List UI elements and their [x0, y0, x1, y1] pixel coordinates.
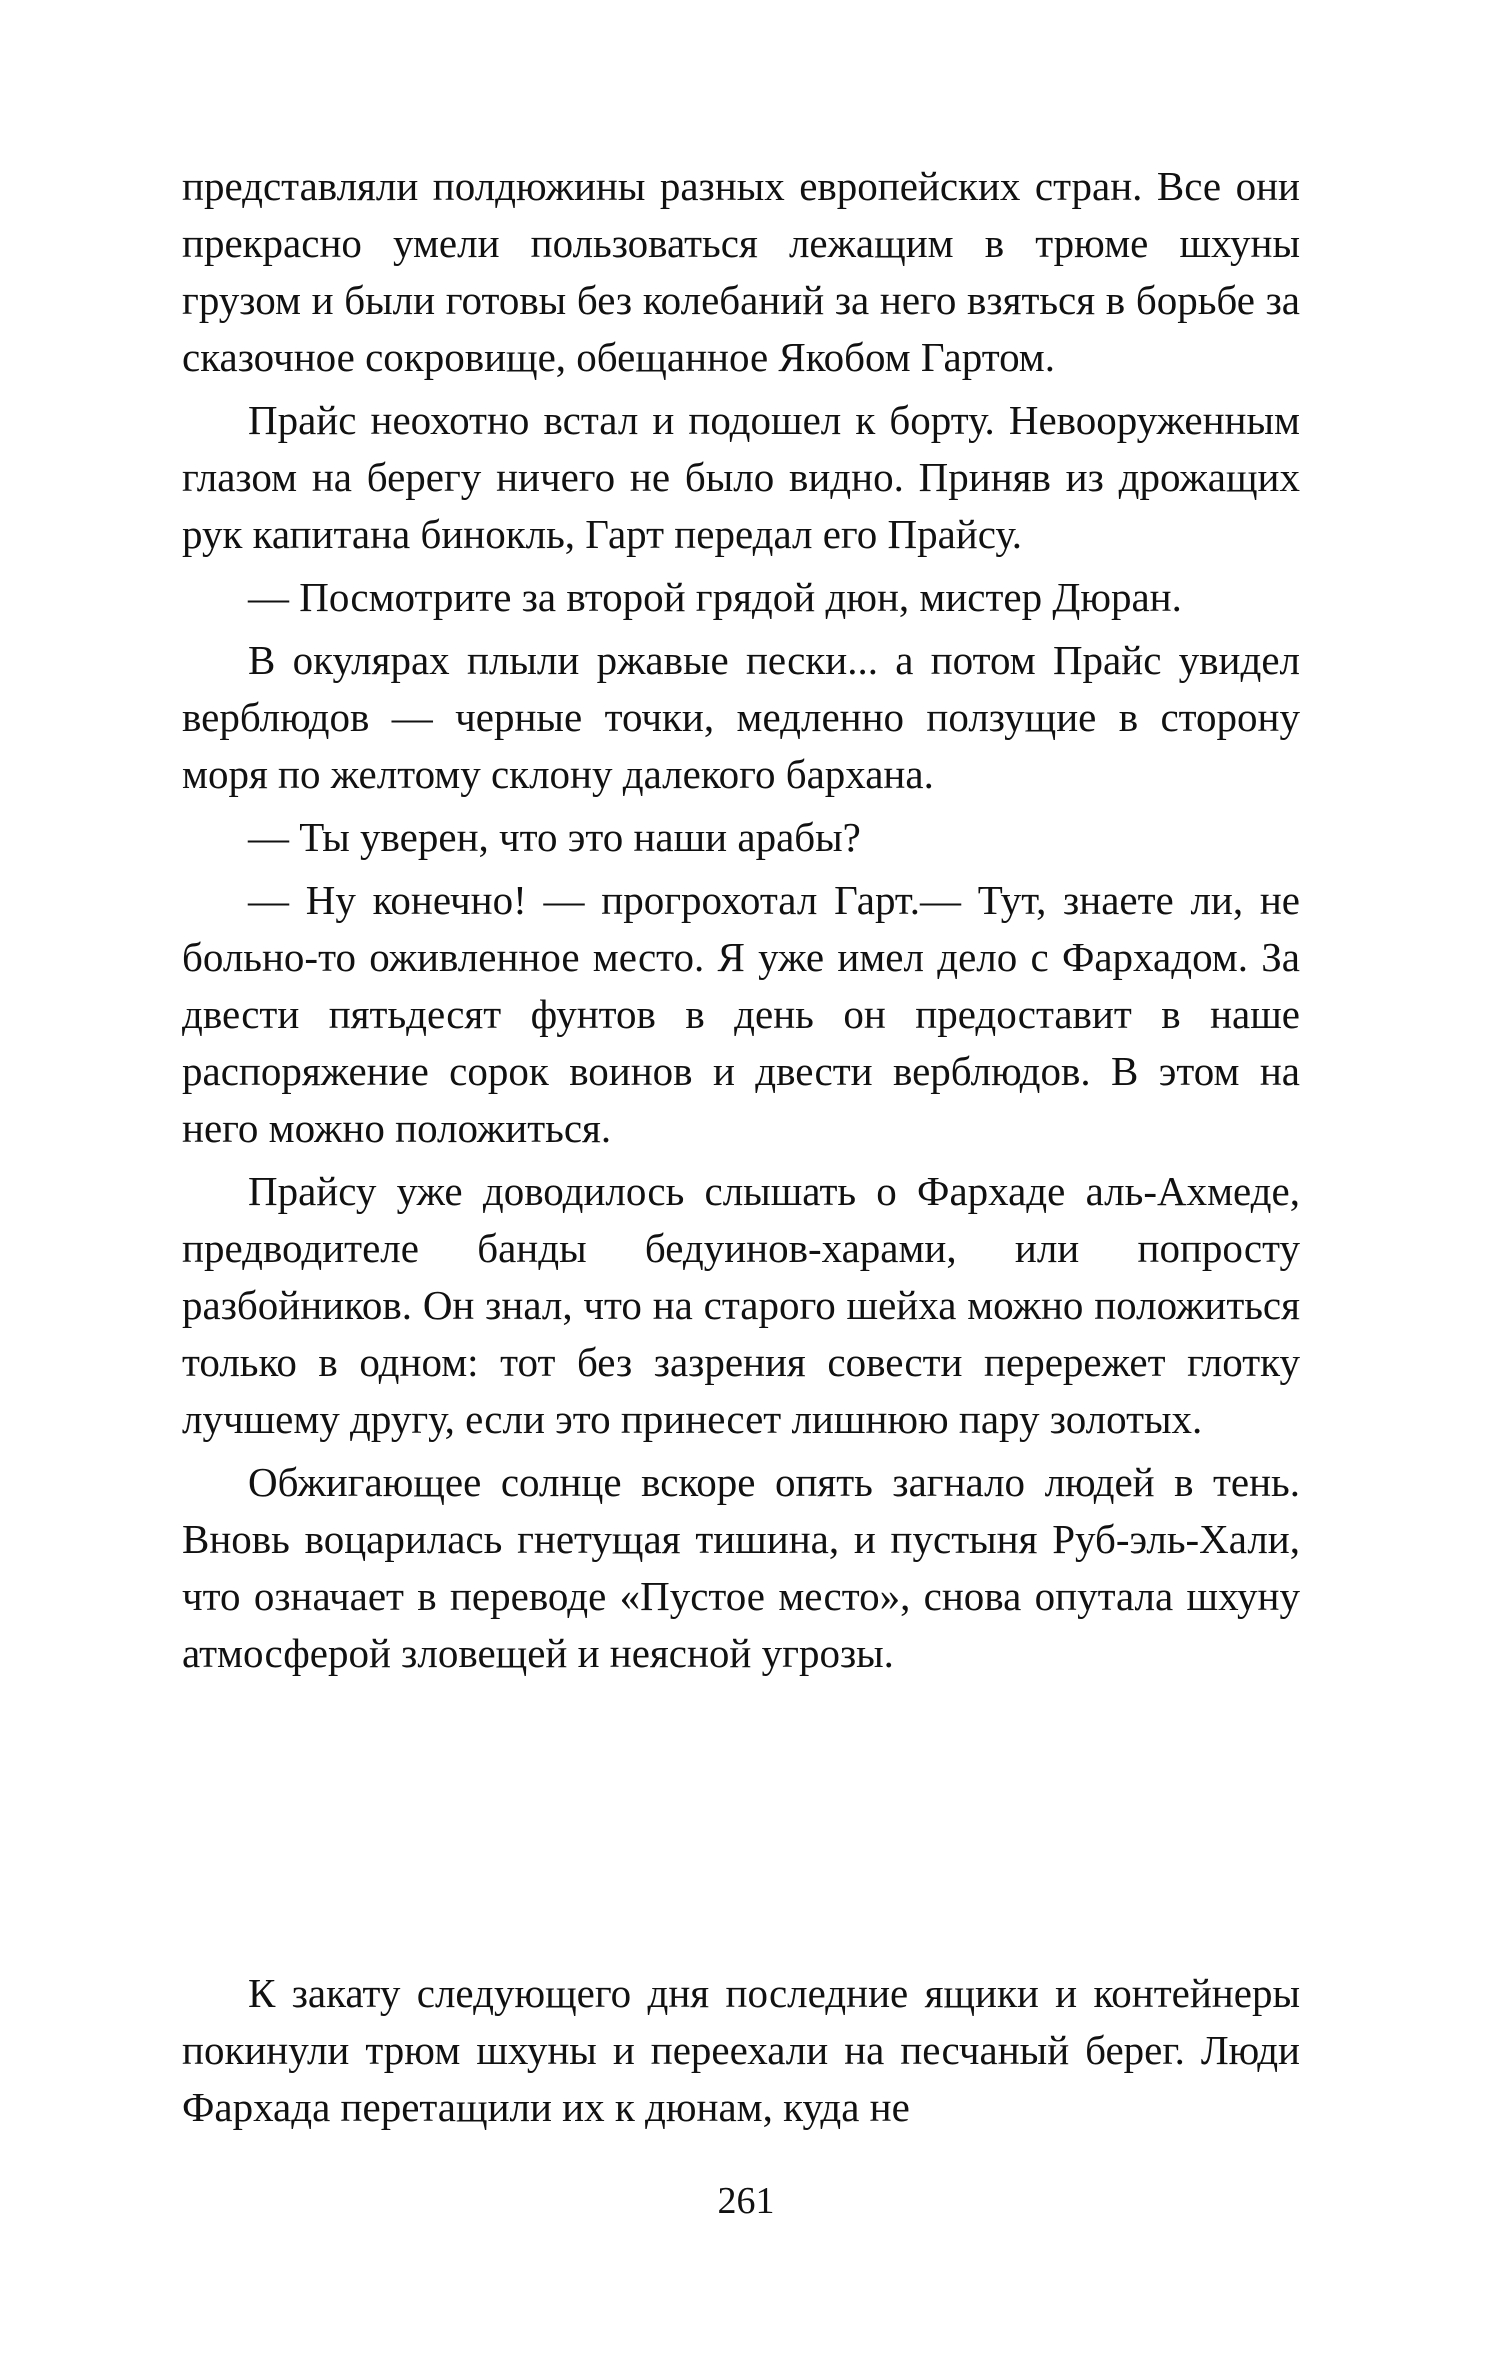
dialogue-look-beyond-dunes: — Посмотрите за второй грядой дюн, мистер Дюран. [248, 574, 1182, 620]
paragraph-next-day-sunset: К закату следующего дня последние ящики и контейнеры покинули трюм шхуны и переехали на песчаный берег. Люди Фархада перетащили их к дюнам, куда не [182, 1970, 1300, 2130]
main-text [182, 158, 1300, 1688]
dialogue-are-you-sure: — Ты уверен, что это наши арабы? [248, 814, 861, 860]
paragraph-price-goes-to-rail: Прайс неохотно встал и подошел к борту. Невооруженным глазом на берегу ничего не было видно. Приняв из дрожащих рук капитана бинокль, Гарт передал его Прайсу. [182, 397, 1300, 557]
paragraph-camels-seen: В окулярах плыли ржавые пески... а потом Прайс увидел верблюдов — черные точки, медленно ползущие в сторону моря по желтому склону далекого бархана. [182, 637, 1300, 797]
paragraph-continuation: представляли полдюжины разных европейских стран. Все они прекрасно умели пользоваться лежащим в трюме шхуны грузом и были готовы без колебаний за него взяться в борьбе за сказочное сокровище, обещанное Якобом Гартом. [182, 163, 1300, 380]
section-after-break [182, 1965, 1300, 2142]
page-number: 261 [717, 2180, 775, 2222]
dialogue-of-course: — Ну конечно! — прогрохотал Гарт.— Тут, знаете ли, не больно-то оживленное место. Я уже имел дело с Фархадом. За двести пятьдесят фунтов в день он предоставит в наше распоряжение сорок воинов и двести верблюдов. В этом на него можно положиться. [182, 877, 1300, 1151]
paragraph-scorching-sun: Обжигающее солнце вскоре опять загнало людей в тень. Вновь воцарилась гнетущая тишина, и пустыня Руб-эль-Хали, что означает в переводе «Пустое место», снова опутала шхуну атмосферой зловещей и неясной угрозы. [182, 1459, 1300, 1676]
paragraph-farhad-description: Прайсу уже доводилось слышать о Фархаде аль-Ахмеде, предводителе банды бедуинов-харами, или попросту разбойников. Он знал, что на старого шейха можно положиться только в одном: тот без зазрения совести перережет глотку лучшему другу, если это принесет лишнюю пару золотых. [182, 1168, 1300, 1442]
